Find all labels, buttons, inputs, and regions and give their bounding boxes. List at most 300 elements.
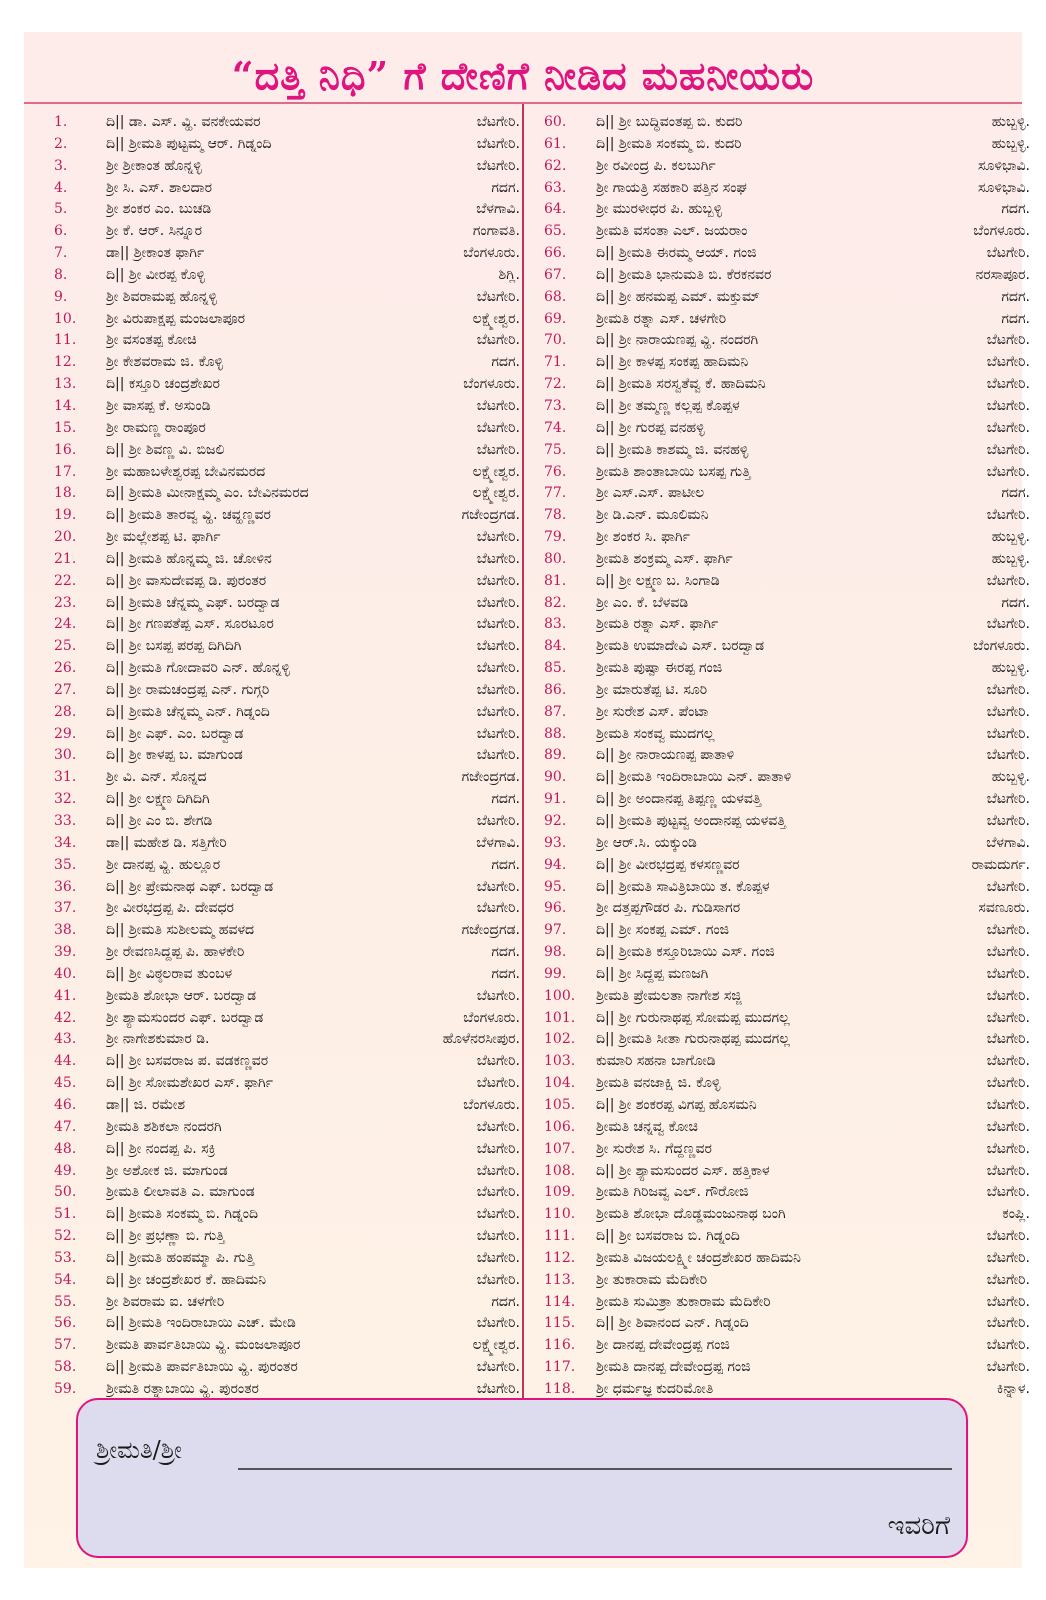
- donor-place: ಬೆಟಗೇರಿ.: [476, 1118, 520, 1135]
- donor-number: 85.: [544, 660, 567, 677]
- donor-number: 72.: [544, 376, 567, 393]
- donor-row: [54, 833, 524, 855]
- donor-row: [54, 855, 524, 877]
- donor-row: [54, 898, 524, 920]
- donor-name: ಶ್ರೀ ಮಲ್ಲೇಶಪ್ಪ ಟಿ. ಫಾರ್ಗಿ: [106, 529, 221, 546]
- donor-place: ಬೆಟಗೇರಿ.: [476, 419, 520, 436]
- donor-number: 9.: [54, 288, 68, 305]
- donor-name: ದಿ|| ಶ್ರೀ ಸಂಕಪ್ಪ ಎಮ್. ಗಂಜಿ: [596, 922, 730, 939]
- donor-place: ಬೆಟಗೇರಿ.: [476, 681, 520, 698]
- donor-row: [544, 1270, 1030, 1292]
- donor-number: 6.: [54, 223, 68, 240]
- donor-number: 62.: [544, 157, 567, 174]
- donor-place: ಬೆಟಗೇರಿ.: [986, 703, 1030, 720]
- donor-number: 59.: [54, 1380, 77, 1397]
- donor-place: ಬೆಟಗೇರಿ.: [986, 1249, 1030, 1266]
- donor-name: ಶ್ರೀ ಎಸ್.ಎಸ್. ಪಾಟೀಲ: [596, 485, 705, 502]
- donor-place: ಬೆಟಗೇರಿ.: [986, 376, 1030, 393]
- donor-place: ಬೆಟಗೇರಿ.: [986, 791, 1030, 808]
- donor-place: ಬೆಟಗೇರಿ.: [986, 987, 1030, 1004]
- donor-place: ಬೆಟಗೇರಿ.: [476, 135, 520, 152]
- donor-row: [544, 1313, 1030, 1335]
- donor-place: ಗಜೇಂದ್ರಗಡ.: [461, 769, 520, 786]
- donor-number: 106.: [544, 1118, 576, 1135]
- donor-number: 108.: [544, 1162, 576, 1179]
- donor-name: ಶ್ರೀ ಮಹಾಬಳೇಶ್ವರಪ್ಪ ಬೇವಿನಮರದ: [106, 463, 266, 480]
- donor-place: ಬೆಟಗೇರಿ.: [986, 1031, 1030, 1048]
- recipient-suffix: ಇವರಿಗೆ: [887, 1511, 950, 1541]
- donor-number: 13.: [54, 376, 77, 393]
- donor-name: ಶ್ರೀಮತಿ ವಸಂತಾ ಎಲ್. ಜಯರಾಂ: [596, 223, 748, 240]
- donor-number: 47.: [54, 1118, 77, 1135]
- donor-row: [544, 986, 1030, 1008]
- donor-number: 61.: [544, 135, 567, 152]
- donor-name: ದಿ|| ಶ್ರೀಮತಿ ಪುಟ್ಟವ್ವ ಅಂದಾನಪ್ಪ ಯಳವತ್ತಿ: [596, 813, 786, 829]
- donor-place: ರಾಮದುರ್ಗ.: [971, 856, 1030, 873]
- donor-number: 89.: [544, 747, 567, 764]
- donor-name: ಶ್ರೀಮತಿ ರತ್ನಾ ಎಸ್. ಚಳಗೇರಿ: [596, 310, 727, 327]
- donor-place: ಬೆಟಗೇರಿ.: [476, 1075, 520, 1092]
- donor-row: [544, 1204, 1030, 1226]
- donor-row: [54, 549, 524, 571]
- donor-name: ದಿ|| ಶ್ರೀಮತಿ ಇಂದಿರಾಬಾಯಿ ಎಚ್. ಮೇಡಿ: [106, 1315, 296, 1332]
- donor-name: ದಿ|| ಶ್ರೀಮತಿ ಮೀನಾಕ್ಷಮ್ಮ ಎಂ. ಬೇವಿನಮರದ: [106, 485, 309, 502]
- donor-name: ದಿ|| ಶ್ರೀ ಶಿವಾನಂದ ಎನ್. ಗಿಡ್ನಂದಿ: [596, 1315, 749, 1332]
- donor-name: ದಿ|| ಶ್ರೀ ಗಣಪತೆಪ್ಪ ಎಸ್. ಸೂರಟೂರ: [106, 616, 274, 633]
- donor-name: ಡಾ|| ಮಹೇಶ ಡಿ. ಸತ್ತಿಗೇರಿ: [106, 834, 227, 851]
- donor-row: [544, 964, 1030, 986]
- donor-place: ಬೆಟಗೇರಿ.: [476, 1380, 520, 1397]
- donor-place: ಬೆಟಗೇರಿ.: [986, 419, 1030, 436]
- donor-row: [54, 221, 524, 243]
- donor-name: ಡಾ|| ಶ್ರೀಕಾಂತ ಫಾರ್ಗಿ: [106, 245, 205, 262]
- donor-row: [544, 1248, 1030, 1270]
- donor-place: ಬೆಟಗೇರಿ.: [986, 878, 1030, 895]
- donor-name: ದಿ|| ಶ್ರೀಮತಿ ಸಂಕಮ್ಮ ಬಿ. ಕುದರಿ: [596, 135, 742, 152]
- donor-place: ಬೆಟಗೇರಿ.: [986, 1009, 1030, 1026]
- donor-place: ಬೆಟಗೇರಿ.: [986, 1075, 1030, 1092]
- donor-number: 29.: [54, 725, 77, 742]
- donor-row: [544, 352, 1030, 374]
- donor-number: 75.: [544, 441, 567, 458]
- donor-number: 77.: [544, 485, 567, 502]
- donor-place: ಬೆಟಗೇರಿ.: [986, 1053, 1030, 1070]
- donor-name: ದಿ|| ಶ್ರೀ ನಾರಾಯಣಪ್ಪ ಪಾತಾಳಿ: [596, 747, 735, 764]
- donor-place: ಬೆಟಗೇರಿ.: [986, 1162, 1030, 1179]
- donor-name: ಶ್ರೀ ಅಶೋಕ ಜಿ. ಮಾಗುಂಡ: [106, 1162, 228, 1179]
- donor-number: 93.: [544, 834, 567, 851]
- donor-name: ದಿ|| ಶ್ರೀಮತಿ ಸರಸ್ವತೆವ್ವ ಕೆ. ಹಾದಿಮನಿ: [596, 376, 766, 393]
- donor-place: ಬೆಟಗೇರಿ.: [986, 507, 1030, 524]
- donor-row: [54, 1029, 524, 1051]
- donor-place: ಬೆಟಗೇರಿ.: [986, 1228, 1030, 1245]
- donor-number: 39.: [54, 944, 77, 961]
- donor-place: ಗದಗ.: [491, 354, 520, 371]
- donor-name: ಶ್ರೀಮತಿ ಸಂಕವ್ವ ಮುದಗಲ್ಲ: [596, 725, 715, 742]
- donor-name: ದಿ|| ಶ್ರೀಮತಿ ಭಾನುಮತಿ ಬಿ. ಕೆರಕನವರ: [596, 266, 772, 283]
- donor-row: [54, 156, 524, 178]
- donor-number: 55.: [54, 1293, 77, 1310]
- donor-number: 51.: [54, 1206, 77, 1223]
- donor-row: [544, 1008, 1030, 1030]
- donor-place: ಹುಬ್ಬಳ್ಳಿ.: [991, 529, 1030, 546]
- donor-number: 113.: [544, 1271, 576, 1288]
- donor-name: ಶ್ರೀಮತಿ ರತ್ನಾಬಾಯಿ ವ್ಹಿ. ಪುರಂತರ: [106, 1380, 259, 1397]
- donor-place: ಶಿಗ್ಲಿ.: [498, 266, 520, 283]
- donor-place: ಬೆಟಗೇರಿ.: [986, 397, 1030, 414]
- donor-number: 41.: [54, 987, 77, 1004]
- donor-row: [54, 724, 524, 746]
- donor-number: 97.: [544, 922, 567, 939]
- donor-number: 65.: [544, 223, 567, 240]
- donor-row: [544, 942, 1030, 964]
- donor-place: ಕಿನ್ನಾಳ.: [996, 1380, 1030, 1397]
- donor-place: ಬೆಟಗೇರಿ.: [986, 1293, 1030, 1310]
- donor-name: ಶ್ರೀ ರವೀಂದ್ರ ಪಿ. ಕಲಬುರ್ಗಿ: [596, 157, 716, 174]
- donor-place: ಗದಗ.: [1001, 310, 1030, 327]
- donor-number: 84.: [544, 638, 567, 655]
- donor-number: 78.: [544, 507, 567, 524]
- donor-row: [544, 440, 1030, 462]
- donor-number: 83.: [544, 616, 567, 633]
- donor-number: 3.: [54, 157, 68, 174]
- donor-row: [54, 1182, 524, 1204]
- donor-row: [54, 1139, 524, 1161]
- donor-name: ದಿ|| ಶ್ರೀಮತಿ ಈರಮ್ಮ ಆಯ್. ಗಂಜಿ: [596, 245, 757, 262]
- donor-name: ದಿ|| ಶ್ರೀ ಅಂದಾನಪ್ಪ ತಿಪ್ಪಣ್ಣ ಯಳವತ್ತಿ: [596, 791, 762, 808]
- donor-place: ಹುಬ್ಬಳ್ಳಿ.: [991, 114, 1030, 130]
- donor-name: ದಿ|| ಶ್ರೀಮತಿ ಪುಟ್ಟಮ್ಮ ಆರ್. ಗಿಡ್ನಂದಿ: [106, 135, 272, 152]
- donor-name: ದಿ|| ಶ್ರೀ ಬುದ್ಧಿವಂತಪ್ಪ ಬಿ. ಕುದರಿ: [596, 114, 743, 130]
- donor-name: ಶ್ರೀಮತಿ ದಾನಪ್ಪ ದೇವೇಂದ್ರಪ್ಪ ಗಂಜಿ: [596, 1359, 751, 1376]
- donor-place: ಬೆಟಗೇರಿ.: [986, 616, 1030, 633]
- donor-number: 19.: [54, 507, 77, 524]
- donor-row: [544, 462, 1030, 484]
- donor-row: [544, 1357, 1030, 1379]
- donor-number: 115.: [544, 1315, 576, 1332]
- donor-number: 70.: [544, 332, 567, 349]
- donor-place: ಬೆಟಗೇರಿ.: [986, 463, 1030, 480]
- donor-row: [54, 309, 524, 331]
- donor-place: ಬೆಳಗಾವಿ.: [476, 201, 520, 218]
- donor-row: [544, 680, 1030, 702]
- donor-name: ದಿ|| ಶ್ರೀಮತಿ ಕಸ್ತೂರಿಬಾಯಿ ಎಸ್. ಗಂಜಿ: [596, 944, 775, 961]
- donor-number: 28.: [54, 703, 77, 720]
- donor-name: ದಿ|| ಶ್ರೀ ಪ್ರೇಮನಾಥ ಎಫ್. ಬರದ್ವಾಡ: [106, 878, 274, 895]
- donor-row: [54, 1204, 524, 1226]
- donor-name: ಶ್ರೀ ದಾನಪ್ಪ ದೇವೇಂದ್ರಪ್ಪ ಗಂಜಿ: [596, 1337, 730, 1354]
- donor-name: ದಿ|| ಶ್ರೀ ಎಫ್. ಎಂ. ಬರದ್ವಾಡ: [106, 725, 244, 742]
- donor-name: ದಿ|| ಶ್ರೀ ವೀರಪ್ಪ ಕೊಳ್ಳಿ: [106, 266, 205, 283]
- donor-number: 60.: [544, 114, 567, 130]
- donor-name: ದಿ|| ಶ್ರೀಮತಿ ಚೆನ್ನಮ್ಮ ಎಫ್. ಬರದ್ವಾಡ: [106, 594, 280, 611]
- donor-place: ಬೆಟಗೇರಿ.: [986, 813, 1030, 829]
- donor-name: ಶ್ರೀಮತಿ ಪ್ರೇಮಲತಾ ನಾಗೇಶ ಸಜ್ಜಿ: [596, 987, 742, 1004]
- donor-name: ಶ್ರೀಮತಿ ಶೋಭಾ ಆರ್. ಬರದ್ವಾಡ: [106, 987, 257, 1004]
- donor-row: [54, 1008, 524, 1030]
- donor-row: [54, 1313, 524, 1335]
- donor-name: ದಿ|| ಶ್ರೀ ಪ್ರಭಣ್ಣಾ ಬಿ. ಗುತ್ತಿ: [106, 1228, 225, 1245]
- donor-name: ದಿ|| ಶ್ರೀ ಬಸವರಾಜ ಬಿ. ಗಿಡ್ನಂದಿ: [596, 1228, 740, 1245]
- donor-number: 10.: [54, 310, 77, 327]
- donor-row: [54, 418, 524, 440]
- donor-row: [544, 1029, 1030, 1051]
- donor-name: ಶ್ರೀ ಶ್ರೀಕಾಂತ ಹೊನ್ನಳ್ಳಿ: [106, 157, 202, 174]
- donor-row: [54, 942, 524, 964]
- donor-number: 15.: [54, 419, 77, 436]
- donor-name: ಶ್ರೀ ಡಿ.ಎನ್. ಮೂಲಿಮನಿ: [596, 507, 709, 524]
- donor-name: ಶ್ರೀ ಎಂ. ಕೆ. ಬೆಳವಡಿ: [596, 594, 689, 611]
- donor-number: 45.: [54, 1075, 77, 1092]
- recipient-box: [76, 1398, 968, 1558]
- donor-row: [544, 418, 1030, 440]
- donor-number: 38.: [54, 922, 77, 939]
- donor-place: ಸವಣೂರು.: [978, 900, 1030, 917]
- donor-row: [544, 811, 1030, 833]
- donor-number: 11.: [54, 332, 77, 349]
- donor-place: ಬೆಟಗೇರಿ.: [476, 332, 520, 349]
- donor-name: ಶ್ರೀ ಆರ್.ಸಿ. ಯಕ್ಕುಂಡಿ: [596, 834, 697, 851]
- donor-number: 18.: [54, 485, 77, 502]
- donor-row: [544, 789, 1030, 811]
- donor-name: ದಿ|| ಡಾ. ಎಸ್. ವ್ಹಿ. ವನಕೇಯವರ: [106, 114, 261, 130]
- donor-place: ಹುಬ್ಬಳ್ಳಿ.: [991, 660, 1030, 677]
- donor-name: ದಿ|| ಶ್ರೀ ನಾರಾಯಣಪ್ಪ ವ್ಹಿ. ನಂದರಗಿ: [596, 332, 759, 349]
- donor-place: ಗದಗ.: [1001, 485, 1030, 502]
- donor-row: [54, 505, 524, 527]
- donor-name: ಕುಮಾರಿ ಸಹನಾ ಬಾಗೋಡಿ: [596, 1053, 716, 1070]
- donor-number: 91.: [544, 791, 567, 808]
- donor-place: ಗದಗ.: [1001, 288, 1030, 305]
- donor-number: 16.: [54, 441, 77, 458]
- donor-row: [54, 199, 524, 221]
- donor-place: ಬೆಟಗೇರಿ.: [476, 114, 520, 130]
- donor-number: 79.: [544, 529, 567, 546]
- donor-name: ದಿ|| ಶ್ರೀಮತಿ ಪಾರ್ವತಿಬಾಯಿ ವ್ಹಿ. ಪುರಂತರ: [106, 1359, 298, 1376]
- donor-number: 80.: [544, 550, 567, 567]
- donor-place: ಗದಗ.: [491, 856, 520, 873]
- donor-row: [54, 1117, 524, 1139]
- donor-row: [544, 745, 1030, 767]
- donor-row: [544, 898, 1030, 920]
- donor-number: 109.: [544, 1184, 576, 1201]
- donor-name: ಶ್ರೀ ಕೇಶವರಾಮ ಜಿ. ಕೊಳ್ಳಿ: [106, 354, 224, 371]
- donor-name: ದಿ|| ಶ್ರೀ ಶ್ಯಾಮಸುಂದರ ಎಸ್. ಹತ್ತಿಕಾಳ: [596, 1162, 770, 1179]
- donor-row: [54, 658, 524, 680]
- donor-number: 117.: [544, 1359, 576, 1376]
- donor-row: [544, 134, 1030, 156]
- donor-row: [54, 964, 524, 986]
- donor-name: ಶ್ರೀ ತುಕಾರಾಮ ಮೆದಿಕೇರಿ: [596, 1271, 708, 1288]
- donor-name: ಶ್ರೀ ದತ್ತಪ್ಪಗೌಡರ ಪಿ. ಗುಡಿಸಾಗರ: [596, 900, 741, 917]
- donor-row: [54, 1051, 524, 1073]
- donor-row: [544, 833, 1030, 855]
- donor-place: ಬೆಟಗೇರಿ.: [476, 1053, 520, 1070]
- donor-name: ಶ್ರೀ ಸುರೇಶ ಎಸ್. ಪೆಂಟಾ: [596, 703, 709, 720]
- donor-name: ಶ್ರೀಮತಿ ಸುಮಿತ್ರಾ ತುಕಾರಾಮ ಮೆದಿಕೇರಿ: [596, 1293, 771, 1310]
- donor-place: ಗದಗ.: [491, 965, 520, 982]
- donor-place: ಬೆಟಗೇರಿ.: [476, 397, 520, 414]
- donor-row: [544, 112, 1030, 134]
- donor-number: 105.: [544, 1096, 576, 1113]
- donor-number: 22.: [54, 572, 77, 589]
- donor-name: ದಿ|| ಶ್ರೀ ವಿಠ್ಠಲರಾವ ತುಂಬಳ: [106, 965, 233, 982]
- donor-number: 94.: [544, 856, 567, 873]
- donor-row: [54, 811, 524, 833]
- donor-number: 96.: [544, 900, 567, 917]
- donor-place: ಬೆಂಗಳೂರು.: [463, 1096, 520, 1113]
- donor-name: ದಿ|| ಶ್ರೀ ಸೋಮಶೇಖರ ಎಸ್. ಫಾರ್ಗಿ: [106, 1075, 273, 1092]
- donor-place: ಬೆಟಗೇರಿ.: [476, 1206, 520, 1223]
- donor-number: 23.: [54, 594, 77, 611]
- donor-row: [54, 1248, 524, 1270]
- donor-place: ಬೆಟಗೇರಿ.: [986, 944, 1030, 961]
- donor-number: 64.: [544, 201, 567, 218]
- donor-number: 110.: [544, 1206, 576, 1223]
- donor-name: ದಿ|| ಶ್ರೀ ವಾಸುದೇವಪ್ಪ ಡಿ. ಪುರಂತರ: [106, 572, 267, 589]
- donor-row: [544, 920, 1030, 942]
- donor-row: [544, 593, 1030, 615]
- donor-name: ದಿ|| ಶ್ರೀಮತಿ ಸಂಕಮ್ಮ ಬಿ. ಗಿಡ್ನಂದಿ: [106, 1206, 259, 1223]
- donor-place: ಬೆಟಗೇರಿ.: [476, 1271, 520, 1288]
- donor-number: 34.: [54, 834, 77, 851]
- donor-place: ಲಕ್ಷ್ಮೇಶ್ವರ.: [472, 463, 520, 480]
- donor-row: [54, 178, 524, 200]
- donor-place: ಲಕ್ಷ್ಮೇಶ್ವರ.: [472, 1337, 520, 1354]
- donor-name: ದಿ|| ಶ್ರೀಮತಿ ಇಂದಿರಾಬಾಯಿ ಎನ್. ಪಾತಾಳಿ: [596, 769, 792, 786]
- donor-place: ಹುಬ್ಬಳ್ಳಿ.: [991, 550, 1030, 567]
- donor-place: ಬೆಟಗೇರಿ.: [476, 1359, 520, 1376]
- donor-place: ಗದಗ.: [1001, 594, 1030, 611]
- donor-place: ಬೆಟಗೇರಿ.: [476, 572, 520, 589]
- donor-name: ಶ್ರೀಮತಿ ವನಜಾಕ್ಷಿ ಜಿ. ಕೊಳ್ಳಿ: [596, 1075, 721, 1092]
- donor-place: ಗಜೇಂದ್ರಗಡ.: [461, 507, 520, 524]
- donor-row: [54, 462, 524, 484]
- page-title: “ದತ್ತಿ ನಿಧಿ” ಗೆ ದೇಣಿಗೆ ನೀಡಿದ ಮಹನೀಯರು: [231, 53, 815, 98]
- donor-number: 46.: [54, 1096, 77, 1113]
- donor-place: ಬೆಂಗಳೂರು.: [973, 638, 1030, 655]
- donor-place: ಬೆಳಗಾವಿ.: [476, 834, 520, 851]
- donor-row: [54, 265, 524, 287]
- donor-place: ಕಂಪ್ಲಿ.: [1002, 1206, 1030, 1223]
- donor-name: ಶ್ರೀ ರಾಮಣ್ಣ ರಾಂಪೂರ: [106, 419, 206, 436]
- donor-name: ಶ್ರೀಮತಿ ಪಾರ್ವತಿಬಾಯಿ ವ್ಹಿ. ಮಂಜಲಾಪೂರ: [106, 1337, 301, 1354]
- donor-name: ಶ್ರೀಮತಿ ಪುಷ್ಪಾ ಈರಪ್ಪ ಗಂಜಿ: [596, 660, 723, 677]
- donor-row: [544, 199, 1030, 221]
- donor-name: ಶ್ರೀ ವೀರಭದ್ರಪ್ಪ ಪಿ. ದೇವಧರ: [106, 900, 234, 917]
- donor-number: 53.: [54, 1249, 77, 1266]
- donor-name: ದಿ|| ಶ್ರೀಮತಿ ಸೀತಾ ಗುರುನಾಥಪ್ಪ ಮುದಗಲ್ಲ: [596, 1031, 790, 1048]
- donor-name: ದಿ|| ಶ್ರೀ ಗುರುನಾಥಪ್ಪ ಸೋಮಪ್ಪ ಮುದಗಲ್ಲ: [596, 1009, 790, 1026]
- donor-place: ಬೆಟಗೇರಿ.: [476, 550, 520, 567]
- donor-row: [54, 134, 524, 156]
- donor-place: ಹೊಳೆನರಸೀಪುರ.: [442, 1031, 520, 1048]
- donor-place: ಬೆಟಗೇರಿ.: [476, 1162, 520, 1179]
- donor-number: 33.: [54, 813, 77, 829]
- donor-number: 43.: [54, 1031, 77, 1048]
- donor-name: ದಿ|| ಶ್ರೀ ತಮ್ಮಣ್ಣ ಕಲ್ಲಪ್ಪ ಕೊಪ್ಪಳ: [596, 397, 740, 414]
- donor-row: [54, 636, 524, 658]
- donor-place: ಬೆಟಗೇರಿ.: [476, 1184, 520, 1201]
- donor-row: [54, 680, 524, 702]
- donor-number: 118.: [544, 1380, 576, 1397]
- donor-place: ಬೆಟಗೇರಿ.: [986, 1184, 1030, 1201]
- donor-row: [544, 1292, 1030, 1314]
- donor-name: ದಿ|| ಶ್ರೀ ಶಂಕರಪ್ಪ ವಿಗಪ್ಪ ಹೊಸಮನಿ: [596, 1096, 757, 1113]
- donor-number: 98.: [544, 944, 567, 961]
- donor-name: ದಿ|| ಶ್ರೀ ಗುರಪ್ಪ ವನಹಳ್ಳಿ: [596, 419, 705, 436]
- donor-name: ದಿ|| ಶ್ರೀಮತಿ ತಾರವ್ವ ವ್ಹಿ. ಚವ್ಹಣ್ಣವರ: [106, 507, 271, 524]
- donor-number: 104.: [544, 1075, 576, 1092]
- donor-number: 111.: [544, 1228, 576, 1245]
- donor-number: 7.: [54, 245, 68, 262]
- donor-name: ಶ್ರೀಮತಿ ಉಮಾದೇವಿ ಎಸ್. ಬರದ್ವಾಡ: [596, 638, 764, 655]
- donor-number: 4.: [54, 179, 68, 196]
- donor-row: [544, 1182, 1030, 1204]
- donor-place: ಬೆಟಗೇರಿ.: [986, 747, 1030, 764]
- donor-place: ಗಜೇಂದ್ರಗಡ.: [461, 922, 520, 939]
- donor-number: 5.: [54, 201, 68, 218]
- donor-row: [54, 1073, 524, 1095]
- donor-number: 42.: [54, 1009, 77, 1026]
- donor-place: ಹುಬ್ಬಳ್ಳಿ.: [991, 769, 1030, 786]
- donor-name: ದಿ|| ಶ್ರೀ ಲಕ್ಷ್ಮಣ ದಿಗಿದಿಗಿ: [106, 791, 210, 808]
- donor-name: ದಿ|| ಶ್ರೀ ವೀರಭದ್ರಪ್ಪ ಕಳಸಣ್ಣವರ: [596, 856, 740, 873]
- donor-place: ಲಕ್ಷ್ಮೇಶ್ವರ.: [472, 310, 520, 327]
- donor-place: ಗದಗ.: [1001, 201, 1030, 218]
- donor-number: 36.: [54, 878, 77, 895]
- donor-row: [544, 614, 1030, 636]
- donor-place: ಸೂಳಿಭಾವಿ.: [978, 179, 1030, 196]
- donor-row: [544, 221, 1030, 243]
- donor-name: ದಿ|| ಕಸ್ತೂರಿ ಚಂದ್ರಶೇಖರ: [106, 376, 220, 393]
- donor-place: ಬೆಟಗೇರಿ.: [476, 813, 520, 829]
- donor-row: [544, 309, 1030, 331]
- donor-place: ಗದಗ.: [491, 179, 520, 196]
- recipient-name-line[interactable]: [238, 1468, 952, 1470]
- donor-row: [544, 658, 1030, 680]
- donor-number: 1.: [54, 114, 68, 130]
- donor-place: ಬೆಟಗೇರಿ.: [986, 922, 1030, 939]
- donor-row: [54, 243, 524, 265]
- donor-number: 116.: [544, 1337, 576, 1354]
- donor-place: ಬೆಟಗೇರಿ.: [476, 987, 520, 1004]
- donor-number: 86.: [544, 681, 567, 698]
- donor-place: ಬೆಟಗೇರಿ.: [476, 1140, 520, 1157]
- donor-row: [54, 374, 524, 396]
- salutation-label: ಶ್ರೀಮತಿ/ಶ್ರೀ: [96, 1436, 182, 1464]
- donor-place: ಬೆಟಗೇರಿ.: [476, 441, 520, 458]
- donor-row: [544, 571, 1030, 593]
- donor-place: ಬೆಟಗೇರಿ.: [986, 1096, 1030, 1113]
- donor-row: [544, 1139, 1030, 1161]
- donor-row: [544, 396, 1030, 418]
- donor-place: ಗಂಗಾವತಿ.: [472, 223, 520, 240]
- donor-row: [54, 614, 524, 636]
- donor-place: ಬೆಟಗೇರಿ.: [476, 878, 520, 895]
- donor-number: 68.: [544, 288, 567, 305]
- donor-list-right: [544, 112, 1030, 1401]
- donor-row: [54, 789, 524, 811]
- donor-number: 2.: [54, 135, 68, 152]
- donor-number: 90.: [544, 769, 567, 786]
- donor-place: ಬೆಟಗೇರಿ.: [476, 157, 520, 174]
- donor-place: ಬೆಟಗೇರಿ.: [476, 616, 520, 633]
- donor-place: ಬೆಟಗೇರಿ.: [476, 594, 520, 611]
- donor-number: 31.: [54, 769, 77, 786]
- donor-number: 103.: [544, 1053, 576, 1070]
- donor-place: ಬೆಟಗೇರಿ.: [986, 965, 1030, 982]
